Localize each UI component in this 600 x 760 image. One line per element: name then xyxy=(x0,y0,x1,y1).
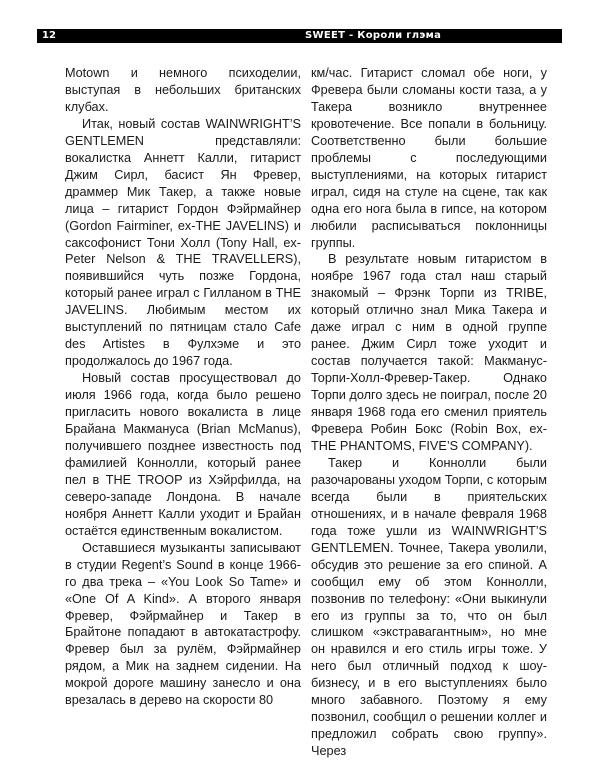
page-number: 12 xyxy=(42,30,56,41)
paragraph: Оставшиеся музыканты записывают в студии Regent’s Sound в конце 1966-го два трека – «You Look So Tame» и «One Of A Kind». А второго января Фревер, Фэйрмайнер и Такер в Брайтоне попадают в автокатастрофу. Фревер был за рулём, Фэйрмайнер рядом, а Мик на заднем сидении. На мокрой дороге машину занесло и она врезалась в дерево на скорости 80 xyxy=(65,540,301,708)
paragraph: км/час. Гитарист сломал обе ноги, у Фревера были сломаны кости таза, а у Такера возникло внутреннее кровотечение. Все попали в больницу. Соответственно были большие проблемы с последующими выступлениями, на которых гитарист играл, сидя на стуле на сцене, так как одна его нога была в гипсе, на котором любили расписываться поклонницы группы. xyxy=(311,66,547,250)
paragraph: Motown и немного психоделии, выступая в небольших британских клубах. xyxy=(65,66,301,114)
right-text-column xyxy=(311,65,547,760)
paragraph: Новый состав просуществовал до июля 1966 года, когда было решено пригласить нового вокалиста в лице Брайана Макмануса (Brian McManus), получившего позднее известность под фамилией Коннолли, который ранее пел в THE TROOP из Хэйрфилда, на северо-западе Лондона. В начале ноября Аннетт Калли уходит и Брайан остаётся единственным вокалистом. xyxy=(65,371,301,538)
paragraph: Такер и Коннолли были разочарованы уходом Торпи, с которым всегда были в приятельских отношениях, и в начале февраля 1968 года тоже ушли из WAINWRIGHT’S GENTLEMEN. Точнее, Такера уволили, обсудив это решение за его спиной. А сообщил ему об этом Коннолли, позвонив по телефону: «Они выкинули его из группы за то, что он был слишком «экстравагантным», но мне он нравился и его стиль игры тоже. У него был отличный подход к шоу-бизнесу, и в его выступлениях было много забавного. Поэтому я ему позвонил, сообщил о решении коллег и предложил собрать свою группу». Через xyxy=(311,455,547,759)
paragraph: В результате новым гитаристом в ноябре 1967 года стал наш старый знакомый – Фрэнк Торпи из TRIBE, который отлично знал Мика Такера и даже играл с ним в одной группе ранее. Джим Сирл тоже уходит и состав получается такой: Макманус-Торпи-Холл-Фревер-Такер. Однако Торпи долго здесь не поиграл, после 20 января 1968 года его сменил приятель Фревера Робин Бокс (Robin Box, ex-THE PHANTOMS, FIVE’S COMPANY). xyxy=(311,252,547,453)
running-title: SWEET - Короли глэма xyxy=(305,30,442,41)
left-text-column xyxy=(65,65,301,709)
paragraph: Итак, новый состав WAINWRIGHT’S GENTLEMEN представляли: вокалистка Аннетт Калли, гитарист Джим Сирл, басист Ян Фревер, драммер Мик Такер, а также новые лица – гитарист Гордон Фэйрмайнер (Gordon Fairminer, ex-THE JAVELINS) и саксофонист Тони Холл (Tony Hall, ex-Peter Nelson & THE TRAVELLERS), появившийся чуть позже Гордона, который ранее играл с Гилланом в THE JAVELINS. Любимым местом их выступлений по пятницам стало Cafe des Artistes в Фулхэме и это продолжалось до 1967 года. xyxy=(65,116,301,369)
running-header xyxy=(37,29,562,43)
